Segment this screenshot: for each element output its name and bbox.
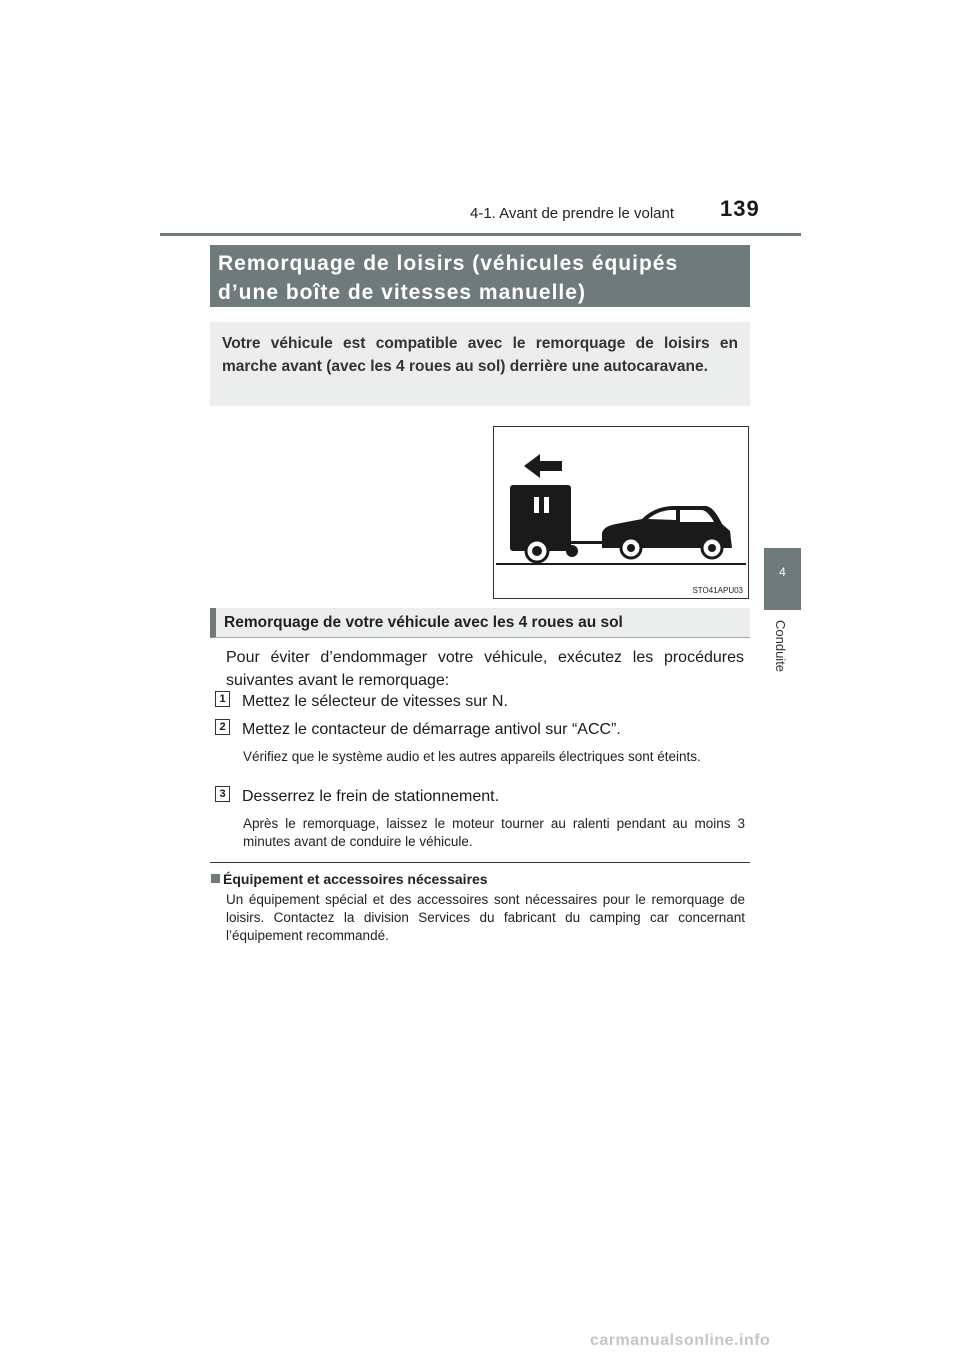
header-divider <box>160 233 801 236</box>
watermark: carmanualsonline.info <box>590 1332 771 1349</box>
car-towed-behind-motorhome-icon <box>494 427 748 598</box>
step-text-3: Desserrez le frein de stationnement. <box>242 788 500 805</box>
step-note-3: Après le remorquage, laissez le moteur tourner au ralenti pendant au moins 3 minutes avant de conduire le véhicule. <box>243 816 745 849</box>
towing-illustration <box>493 426 749 599</box>
step-number-1: 1 <box>215 691 230 707</box>
step-number-3: 3 <box>215 786 230 802</box>
subsection-heading: Remorquage de votre véhicule avec les 4 roues au sol <box>210 608 750 638</box>
square-bullet-icon <box>211 874 220 883</box>
section-heading: 4-1. Avant de prendre le volant <box>470 205 675 222</box>
chapter-label <box>766 620 796 680</box>
step-text-1: Mettez le sélecteur de vitesses sur N. <box>242 693 508 710</box>
notes-divider <box>210 862 750 863</box>
section-title-line-2: d’une boîte de vitesses manuelle) <box>218 281 586 304</box>
chapter-label-text: Conduite <box>773 620 788 673</box>
intro-summary: Votre véhicule est compatible avec le remorquage de loisirs en marche avant (avec les 4 roues au sol) derrière une autocaravane. <box>210 322 750 406</box>
note-body: Un équipement spécial et des accessoires sont nécessaires pour le remorquage de loisirs. Contactez la division Services du fabricant du camping car concernant l’équipement recommandé. <box>226 892 745 943</box>
step-note-2: Vérifiez que le système audio et les autres appareils électriques sont éteints. <box>243 749 701 764</box>
procedure-intro: Pour éviter d’endommager votre véhicule, exécutez les procédures suivantes avant le remorquage: <box>226 649 744 689</box>
step-text-2: Mettez le contacteur de démarrage antivol sur “ACC”. <box>242 721 621 738</box>
page-number: 139 <box>720 196 760 221</box>
section-title <box>210 245 750 307</box>
note-heading-text: Équipement et accessoires nécessaires <box>223 871 488 887</box>
step-number-2: 2 <box>215 719 230 735</box>
figure-code: STO41APU03 <box>692 586 743 595</box>
note-heading <box>211 871 488 887</box>
section-title-line-1: Remorquage de loisirs (véhicules équipés <box>218 252 679 275</box>
chapter-tab: 4 <box>764 548 801 610</box>
